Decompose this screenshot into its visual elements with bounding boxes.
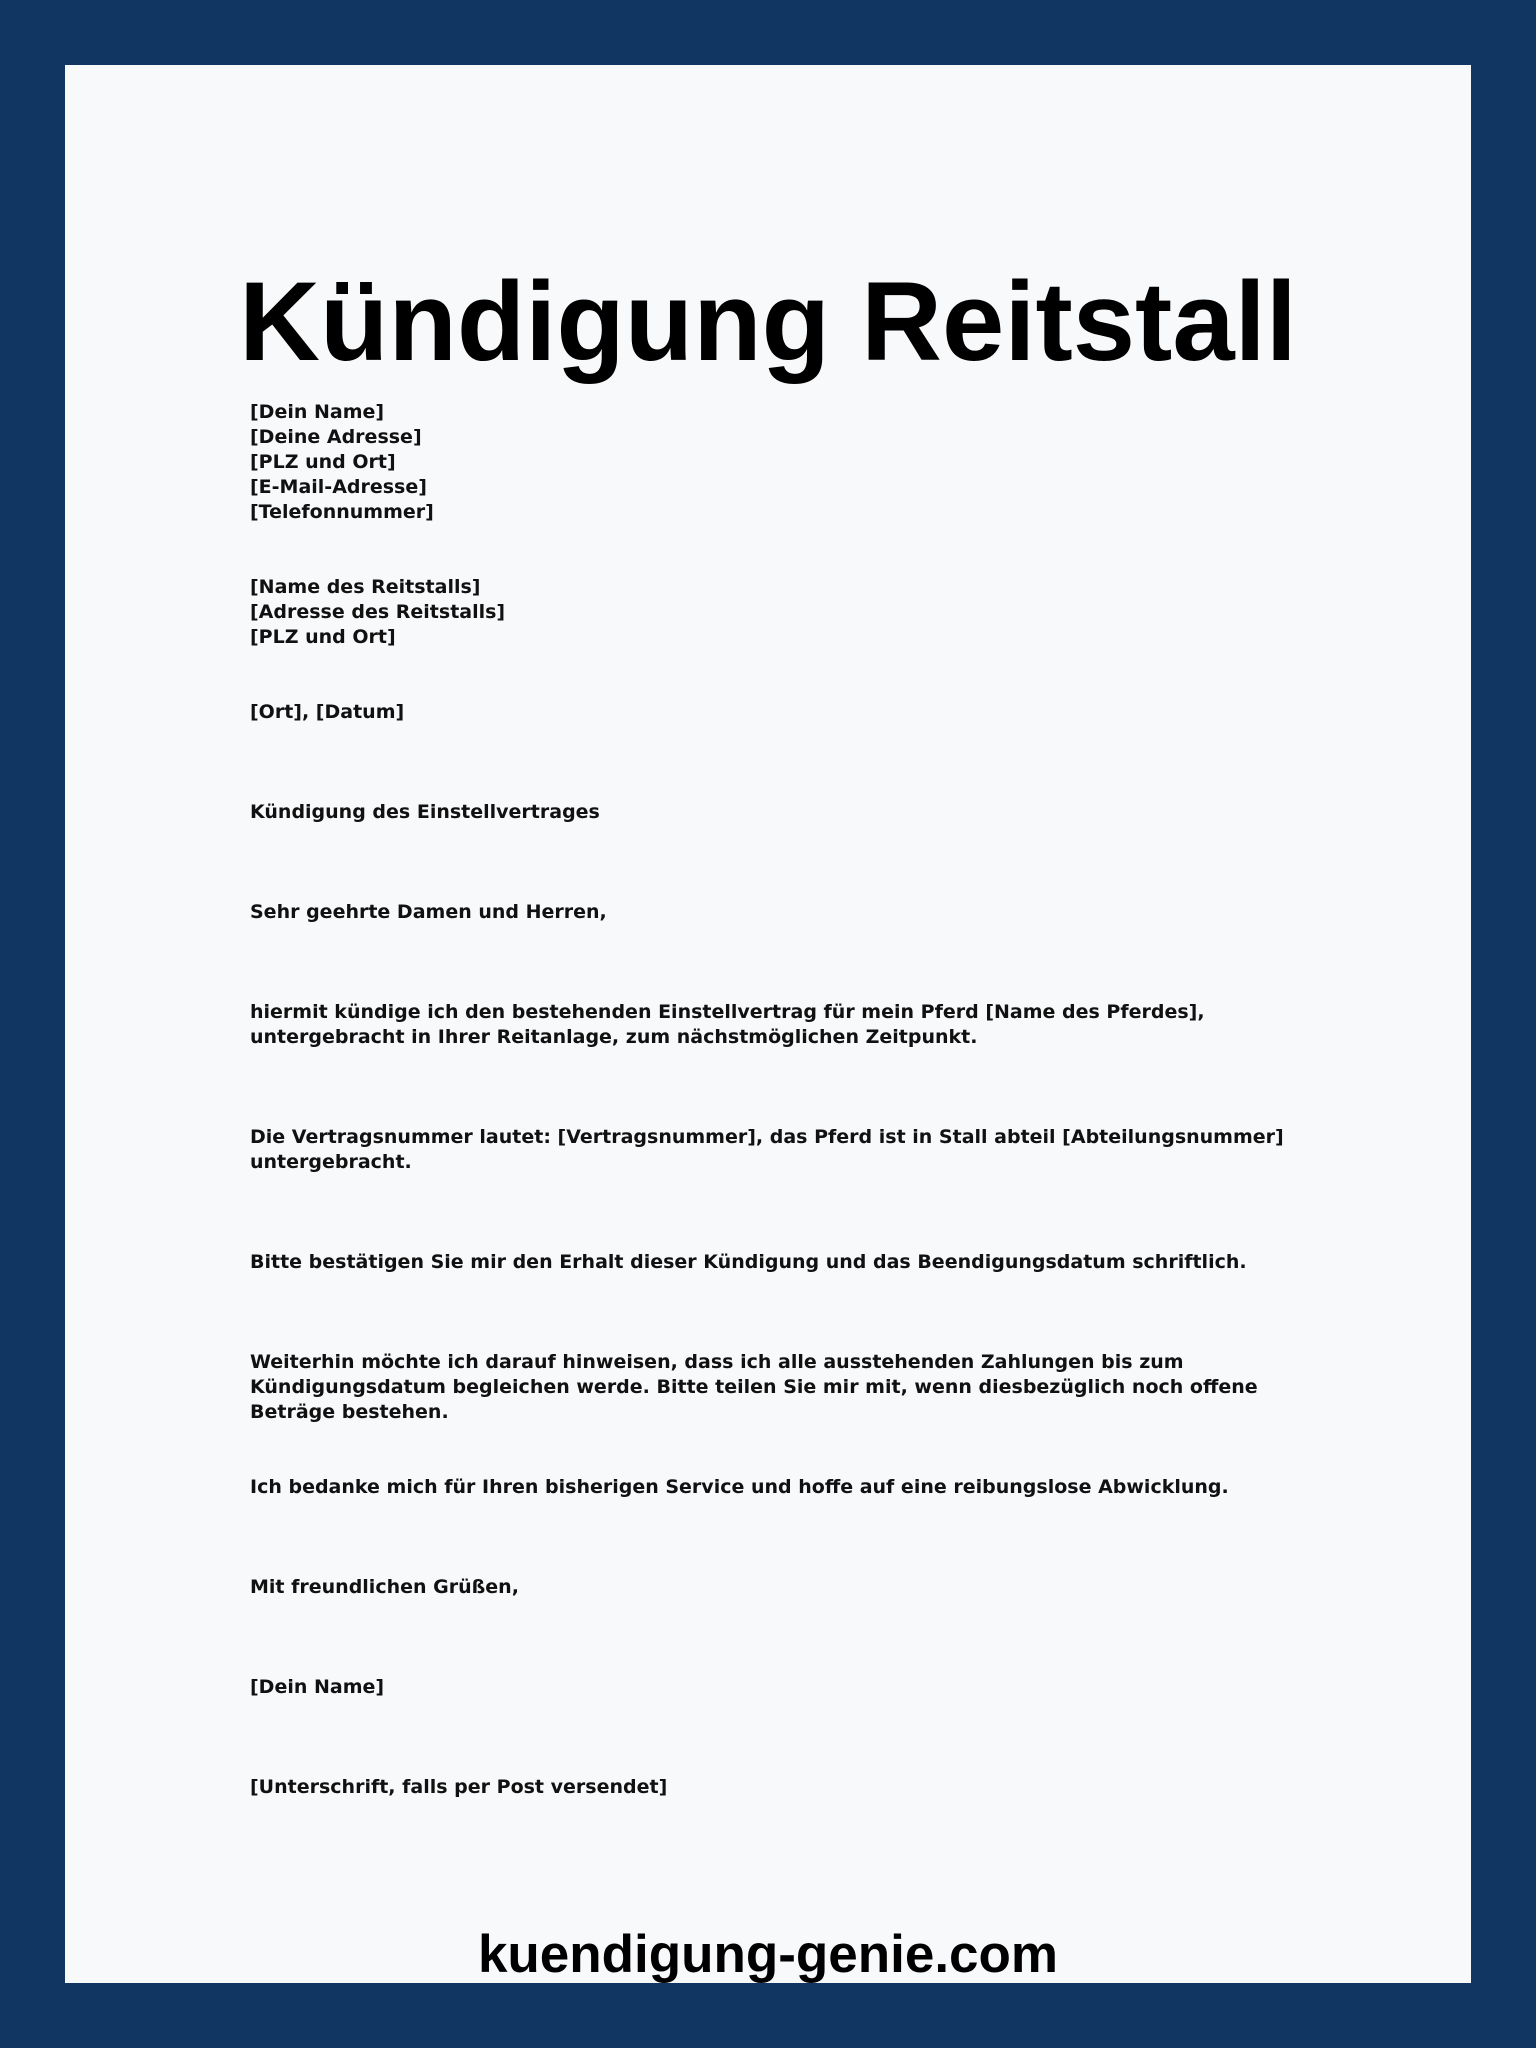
paragraph-text: Ich bedanke mich für Ihren bisherigen Service und hoffe auf eine reibungslose Abwicklung.	[250, 1476, 1229, 1498]
sender-name: [Dein Name]	[250, 401, 385, 423]
paragraph-text: hiermit kündige ich den bestehenden Einstellvertrag für mein Pferd [Name des Pferdes], untergebracht in Ihrer Reitanlage, zum nächstmöglichen Zeitpunkt.	[250, 1001, 1205, 1048]
page-title: Kündigung Reitstall	[239, 259, 1297, 384]
recipient-plz-ort: [PLZ und Ort]	[250, 626, 396, 648]
place-date: [Ort], [Datum]	[250, 701, 405, 723]
paragraph	[250, 1000, 1350, 1050]
paragraph	[250, 1475, 1350, 1500]
letter-page	[65, 65, 1471, 1983]
salutation: Sehr geehrte Damen und Herren,	[250, 901, 607, 923]
recipient-block	[250, 575, 1350, 650]
sender-phone: [Telefonnummer]	[250, 501, 434, 523]
sender-plz-ort: [PLZ und Ort]	[250, 451, 396, 473]
paragraph-text: Bitte bestätigen Sie mir den Erhalt dieser Kündigung und das Beendigungsdatum schriftlich.	[250, 1251, 1247, 1273]
recipient-address: [Adresse des Reitstalls]	[250, 601, 506, 623]
closing: Mit freundlichen Grüßen,	[250, 1576, 519, 1598]
sender-address: [Deine Adresse]	[250, 426, 422, 448]
paragraph-text: Die Vertragsnummer lautet: [Vertragsnummer], das Pferd ist in Stall abteil [Abteilungsnummer] untergebracht.	[250, 1126, 1284, 1173]
paragraph	[250, 1250, 1350, 1275]
paragraph	[250, 1125, 1350, 1175]
sender-block	[250, 400, 1350, 525]
signature-name: [Dein Name]	[250, 1676, 385, 1698]
recipient-name: [Name des Reitstalls]	[250, 576, 481, 598]
signature-note: [Unterschrift, falls per Post versendet]	[250, 1776, 668, 1798]
website-footer: kuendigung-genie.com	[477, 1925, 1059, 1984]
sender-email: [E-Mail-Adresse]	[250, 476, 427, 498]
paragraph	[250, 1350, 1350, 1425]
paragraph-text: Weiterhin möchte ich darauf hinweisen, dass ich alle ausstehenden Zahlungen bis zum Kündigungsdatum begleichen werde. Bitte teilen Sie mir mit, wenn diesbezüglich noch offene Beträge bestehen.	[250, 1351, 1258, 1423]
subject-line: Kündigung des Einstellvertrages	[250, 801, 600, 823]
